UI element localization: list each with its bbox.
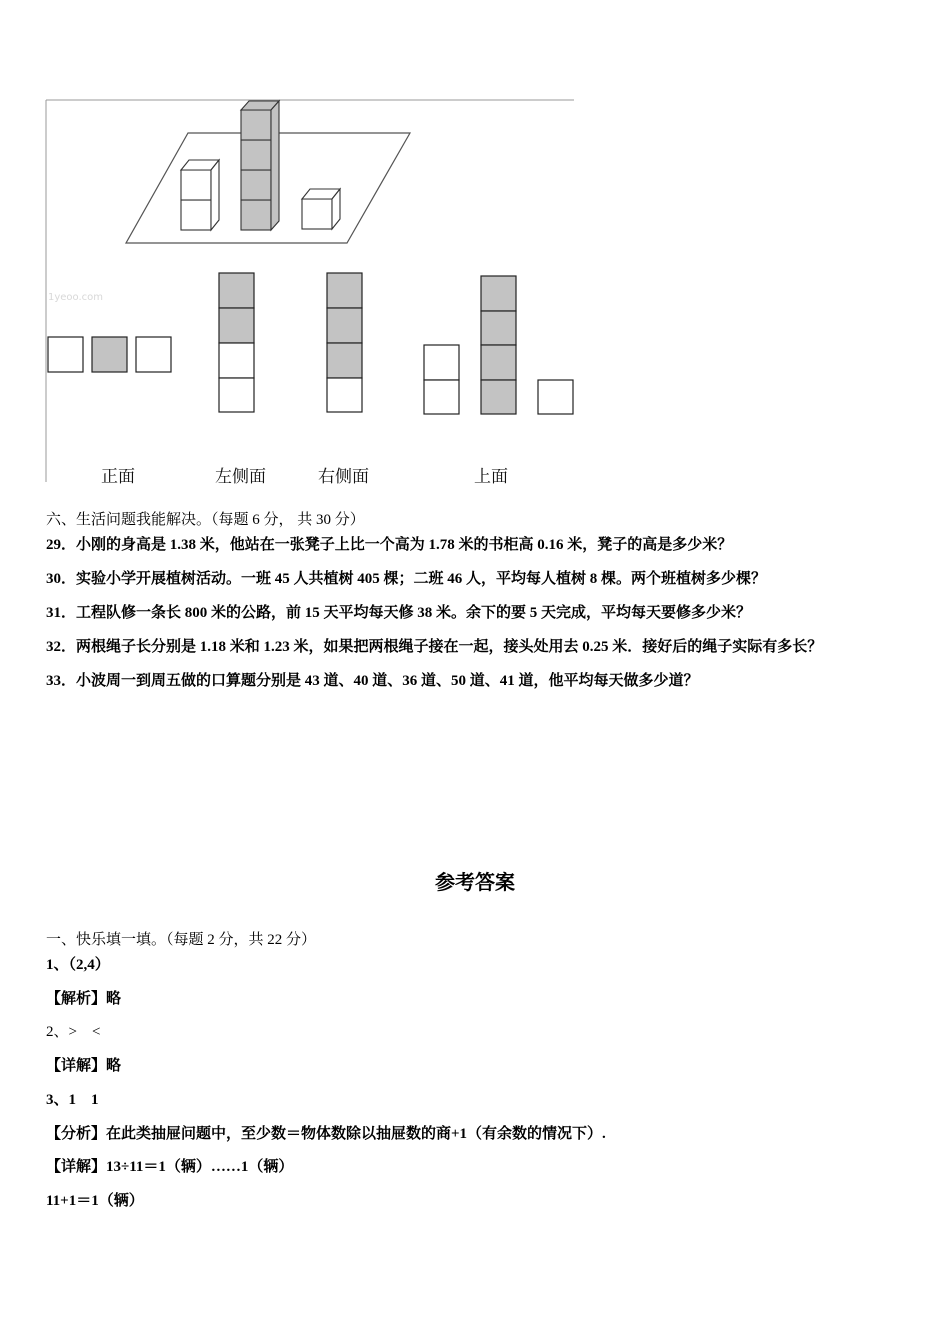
cube-views-figure <box>0 0 950 500</box>
answer-line-7: 【详解】13÷11＝1（辆）……1（辆） <box>46 1159 294 1175</box>
question-29: 29．小刚的身高是 1.38 米，他站在一张凳子上比一个高为 1.78 米的书柜高 0.16 米，凳子的高是多少米？ <box>46 537 733 553</box>
section6-heading: 六、生活问题我能解决。（每题 6 分， 共 30 分） <box>46 512 365 528</box>
right-side-view <box>327 273 362 412</box>
question-32: 32．两根绳子长分别是 1.18 米和 1.23 米，如果把两根绳子接在一起，接头处用去 0.25 米．接好后的绳子实际有多长？ <box>46 639 823 655</box>
front-view <box>48 337 171 372</box>
question-33: 33．小波周一到周五做的口算题分别是 43 道、40 道、36 道、50 道、41 道，他平均每天做多少道？ <box>46 673 699 689</box>
question-31: 31．工程队修一条长 800 米的公路，前 15 天平均每天修 38 米。余下的要 5 天完成，平均每天要修多少米？ <box>46 605 752 621</box>
answer-line-1: 1、（2,4） <box>46 957 110 973</box>
top-view <box>424 276 573 414</box>
left-side-view <box>219 273 254 412</box>
left-cube-stack <box>181 160 219 230</box>
answers-section1-heading: 一、快乐填一填。（每题 2 分，共 22 分） <box>46 932 317 948</box>
watermark-text: 1yeoo.com <box>48 292 104 303</box>
answer-line-5: 3、1 1 <box>46 1092 99 1108</box>
answer-line-4: 【详解】略 <box>46 1058 122 1074</box>
answer-line-8: 11+1＝1（辆） <box>46 1193 144 1209</box>
answer-line-2: 【解析】略 <box>46 991 122 1007</box>
label-right-side-view: 右侧面 <box>318 467 369 487</box>
answer-line-3: 2、> < <box>46 1024 101 1040</box>
label-front-view: 正面 <box>101 467 135 487</box>
answers-title: 参考答案 <box>435 870 515 894</box>
answer-line-6: 【分析】在此类抽屉问题中，至少数＝物体数除以抽屉数的商+1（有余数的情况下）. <box>46 1126 606 1142</box>
label-top-view: 上面 <box>474 467 508 487</box>
right-cube <box>302 189 340 229</box>
middle-cube-stack <box>241 101 279 230</box>
label-left-side-view: 左侧面 <box>215 467 266 487</box>
question-30: 30．实验小学开展植树活动。一班 45 人共植树 405 棵；二班 46 人，平均每人植树 8 棵。两个班植树多少棵？ <box>46 571 767 587</box>
